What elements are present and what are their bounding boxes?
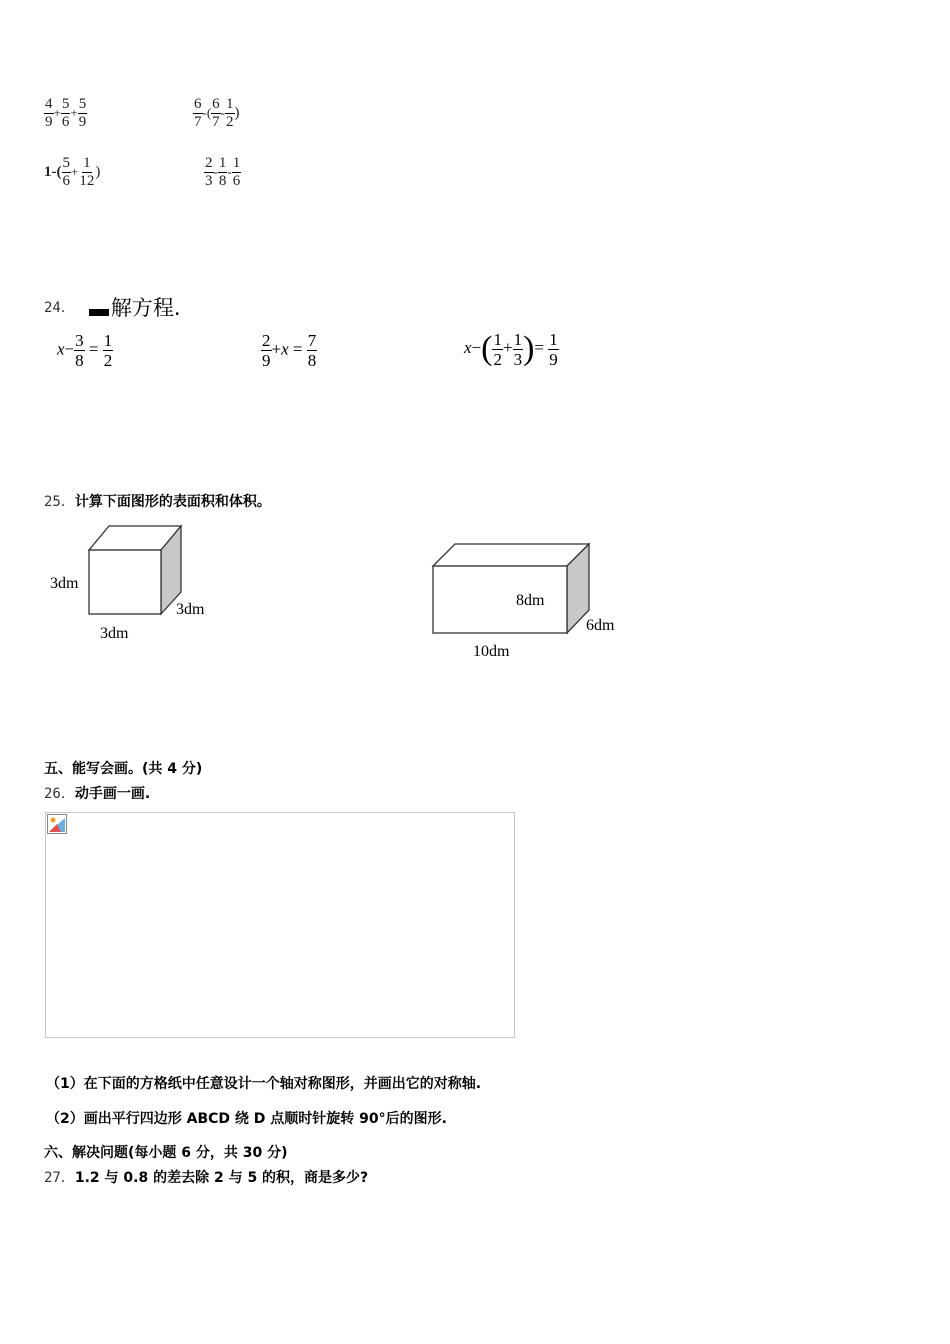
- question-26-part-1: （1）在下面的方格纸中任意设计一个轴对称图形，并画出它的对称轴.: [46, 1076, 482, 1092]
- numerator: 1: [549, 329, 558, 349]
- section-6-title: 六、解决问题(每小题 6 分，共 30 分): [44, 1145, 288, 1161]
- section-5-title: 五、能写会画。(共 4 分): [44, 761, 203, 777]
- question-title: 解方程.: [110, 296, 181, 320]
- paren: ): [95, 163, 101, 180]
- denominator: 9: [549, 349, 558, 369]
- operator: -: [227, 163, 232, 179]
- paren: ): [234, 104, 240, 121]
- operator: +: [53, 104, 61, 120]
- cuboid-front-face: [433, 566, 567, 633]
- denominator: 3: [513, 349, 523, 369]
- question-number: 26．: [44, 786, 75, 802]
- calc-expression-3: [44, 156, 100, 189]
- cuboid-height-label: 8dm: [516, 592, 545, 609]
- equation-3: [464, 330, 559, 368]
- paren: ): [523, 330, 535, 367]
- denominator: 2: [103, 351, 113, 370]
- numerator: 3: [75, 331, 84, 350]
- calc-expression-4: [204, 156, 241, 189]
- operator: −: [471, 337, 482, 357]
- question-number: 25．: [44, 494, 75, 510]
- drawing-image-placeholder: [45, 812, 515, 1038]
- question-24-header: [44, 292, 181, 322]
- numerator: 7: [307, 331, 317, 350]
- denominator: 3: [205, 173, 213, 189]
- question-title: 计算下面图形的表面积和体积。: [74, 494, 271, 510]
- cuboid-width-label: 10dm: [473, 643, 510, 660]
- denominator: 7: [194, 114, 202, 130]
- question-26-part-2: （2）画出平行四边形 ABCD 绕 D 点顺时针旋转 90°后的图形.: [46, 1111, 447, 1127]
- cuboid-figure: [420, 535, 640, 665]
- numerator: 5: [62, 155, 70, 171]
- question-number: 24．: [44, 300, 75, 316]
- equation-2: [261, 332, 317, 369]
- denominator: 6: [232, 173, 241, 189]
- numerator: 1: [513, 329, 523, 349]
- operator: +: [271, 339, 282, 359]
- variable: x: [281, 339, 289, 359]
- question-text: 1.2 与 0.8 的差去除 2 与 5 的积，商是多少?: [74, 1170, 369, 1186]
- denominator: 7: [212, 114, 220, 130]
- numerator: 1: [218, 155, 227, 171]
- cube-depth-label: 3dm: [176, 601, 205, 618]
- cube-height-label: 3dm: [50, 575, 79, 592]
- numerator: 6: [212, 96, 220, 112]
- operator: +: [71, 163, 79, 179]
- denominator: 6: [62, 173, 70, 189]
- numerator: 6: [194, 96, 202, 112]
- cuboid-top-face: [433, 544, 589, 566]
- paren: (: [481, 330, 493, 367]
- denominator: 8: [75, 351, 84, 370]
- numerator: 5: [61, 96, 70, 112]
- question-25-header: [44, 491, 271, 511]
- numerator: 1: [232, 155, 241, 171]
- broken-image-icon: [47, 814, 67, 834]
- operator: +: [502, 337, 513, 357]
- numerator: 5: [78, 96, 87, 112]
- equals-sign: =: [292, 339, 303, 359]
- numerator: 1: [103, 331, 113, 350]
- numerator: 1: [226, 96, 234, 112]
- denominator: 6: [61, 114, 70, 130]
- question-27: [44, 1167, 368, 1187]
- numerator: 4: [45, 96, 53, 112]
- variable: x: [57, 339, 65, 359]
- numerator: 2: [262, 331, 271, 350]
- cube-width-label: 3dm: [100, 625, 129, 642]
- variable: x: [464, 337, 472, 357]
- cuboid-depth-label: 6dm: [586, 617, 615, 634]
- numerator: 2: [205, 155, 213, 171]
- equals-sign: =: [88, 339, 99, 359]
- operator: -: [220, 104, 226, 120]
- denominator: 8: [218, 173, 227, 189]
- calc-expression-1: [44, 97, 87, 130]
- cube-front-face: [89, 550, 161, 614]
- equation-1: [57, 332, 113, 369]
- calc-expression-2: [193, 97, 240, 130]
- operator: -(: [202, 104, 212, 120]
- denominator: 9: [262, 351, 271, 370]
- cube-figure: [44, 520, 244, 650]
- operator: −: [64, 339, 75, 359]
- operator: -: [213, 163, 218, 179]
- operator: +: [70, 104, 78, 120]
- denominator: 8: [307, 351, 317, 370]
- marker-icon: [89, 309, 109, 316]
- denominator: 9: [78, 114, 87, 130]
- denominator: 12: [79, 173, 95, 189]
- denominator: 9: [45, 114, 53, 130]
- numerator: 1: [493, 329, 502, 349]
- equals-sign: =: [534, 337, 544, 357]
- denominator: 2: [493, 349, 502, 369]
- denominator: 2: [226, 114, 234, 130]
- question-26-header: [44, 783, 150, 803]
- question-number: 27．: [44, 1170, 75, 1186]
- operator: 1-(: [44, 163, 62, 180]
- question-title: 动手画一画.: [74, 786, 151, 802]
- numerator: 1: [83, 155, 91, 171]
